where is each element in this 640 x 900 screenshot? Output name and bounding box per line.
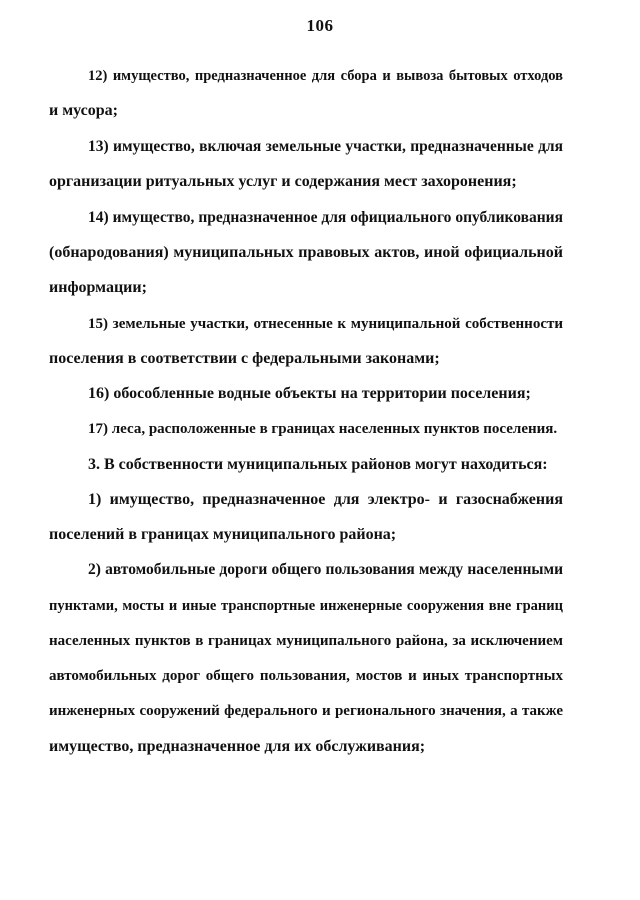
- text-line: 12) имущество, предназначенное для сбора и вывоза бытовых отходов: [88, 68, 563, 84]
- text-line: инженерных сооружений федерального и регионального значения, а также: [49, 703, 563, 719]
- page-number: 106: [306, 16, 334, 35]
- text-line: 3. В собственности муниципальных районов могут находиться:: [88, 456, 548, 473]
- text-line: населенных пунктов в границах муниципального района, за исключением: [49, 633, 563, 649]
- text-line: 17) леса, расположенные в границах населенных пунктов поселения.: [88, 421, 558, 437]
- text-line: поселений в границах муниципального района;: [49, 526, 397, 543]
- text-line: и мусора;: [49, 102, 118, 119]
- text-line: 16) обособленные водные объекты на территории поселения;: [88, 385, 531, 402]
- text-line: 14) имущество, предназначенное для официального опубликования: [88, 209, 563, 226]
- text-line: (обнародования) муниципальных правовых актов, иной официальной: [49, 244, 563, 261]
- text-line: поселения в соответствии с федеральными законами;: [49, 350, 440, 367]
- text-line: 15) земельные участки, отнесенные к муниципальной собственности: [88, 316, 563, 332]
- text-line: имущество, предназначенное для их обслуживания;: [49, 738, 426, 755]
- text-line: информации;: [49, 279, 147, 296]
- text-line: 1) имущество, предназначенное для электро- и газоснабжения: [88, 491, 563, 508]
- text-line: автомобильных дорог общего пользования, мостов и иных транспортных: [49, 668, 563, 684]
- text-line: организации ритуальных услуг и содержания мест захоронения;: [49, 173, 517, 190]
- text-line: пунктами, мосты и иные транспортные инженерные сооружения вне границ: [49, 598, 563, 614]
- text-line: 13) имущество, включая земельные участки, предназначенные для: [88, 138, 563, 155]
- text-line: 2) автомобильные дороги общего пользования между населенными: [88, 561, 563, 578]
